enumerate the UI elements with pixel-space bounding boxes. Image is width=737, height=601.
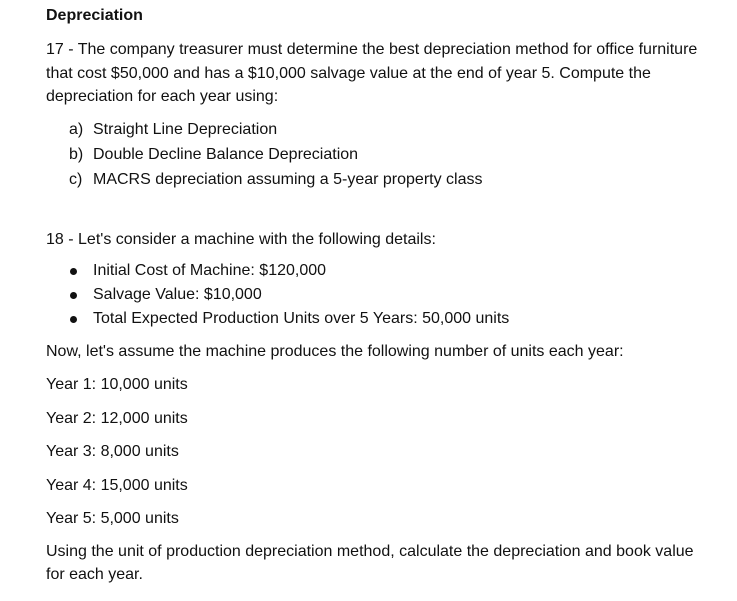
bullet-icon [70, 268, 77, 275]
option-marker: a) [69, 120, 84, 138]
bullet-icon [70, 316, 77, 323]
question-18-intro: 18 - Let's consider a machine with the following details: [46, 230, 436, 248]
year-units: Year 3: 8,000 units [46, 443, 179, 461]
document-page [46, 6, 706, 586]
section-heading: Depreciation [46, 7, 143, 24]
detail-text: Salvage Value: $10,000 [93, 286, 262, 303]
option-text: Straight Line Depreciation [93, 120, 278, 138]
option-item [69, 142, 706, 167]
year-units: Year 4: 15,000 units [46, 476, 188, 494]
detail-item [70, 283, 706, 307]
detail-item [70, 259, 706, 283]
option-item [69, 167, 706, 192]
question-17-text: 17 - The company treasurer must determine the best depreciation method for office furniture that cost $50,000 and has a $10,000 salvage value at the end of year 5. Compute the depreciation for each year using: [46, 41, 698, 105]
question-18-task: Using the unit of production depreciation method, calculate the depreciation and book value for each year. [46, 543, 694, 583]
year-units: Year 1: 10,000 units [46, 376, 188, 393]
option-text: MACRS depreciation assuming a 5-year property class [93, 170, 483, 188]
yearly-production-list [46, 374, 706, 530]
detail-text: Total Expected Production Units over 5 Years: 50,000 units [93, 310, 510, 327]
machine-details-list [46, 259, 706, 331]
production-assumption: Now, let's assume the machine produces the following number of units each year: [46, 343, 624, 360]
option-marker: b) [69, 145, 84, 163]
option-text: Double Decline Balance Depreciation [93, 145, 359, 163]
year-units: Year 5: 5,000 units [46, 510, 179, 528]
year-units: Year 2: 12,000 units [46, 409, 188, 427]
question-17-options [46, 117, 706, 192]
bullet-icon [70, 292, 77, 299]
option-item [69, 117, 706, 142]
option-marker: c) [69, 170, 83, 188]
detail-text: Initial Cost of Machine: $120,000 [93, 262, 327, 279]
detail-item [70, 307, 706, 331]
